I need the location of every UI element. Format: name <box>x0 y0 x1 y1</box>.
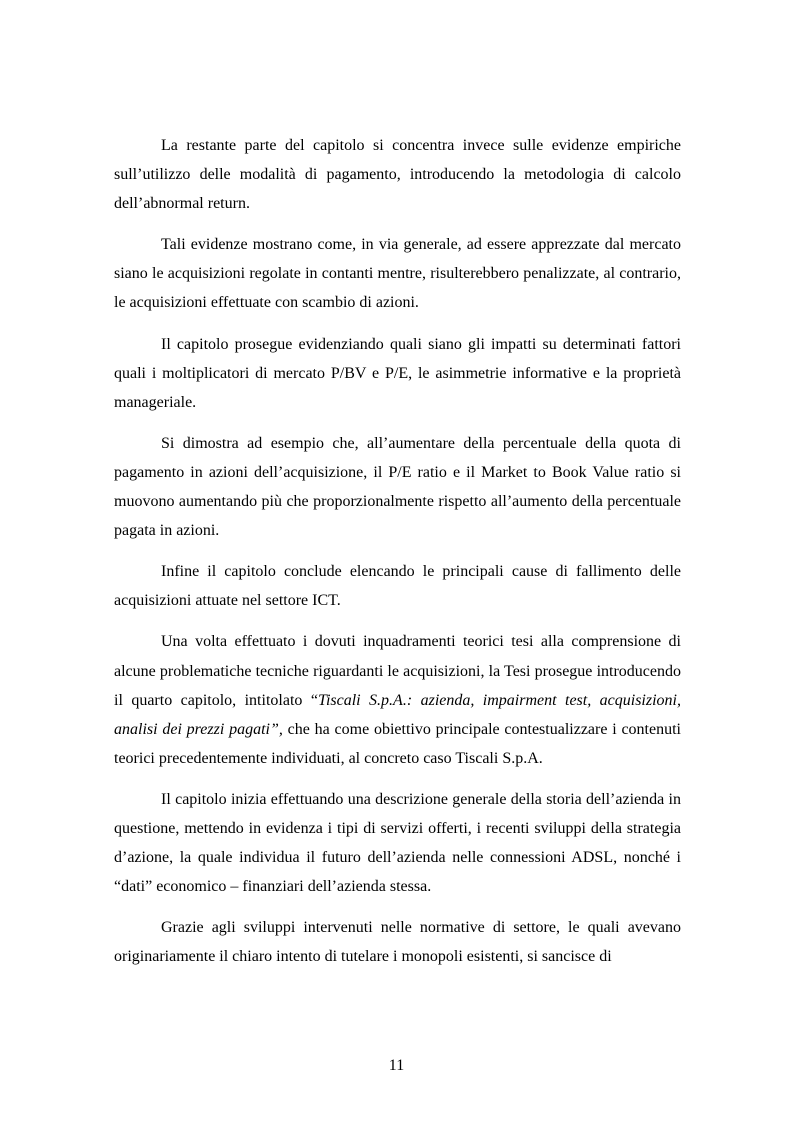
paragraph-6-text-before: Una volta effettuato i dovuti inquadramenti teorici tesi alla comprensione di alcune problematiche tecniche riguardanti le acquisizioni, la Tesi prosegue introducendo il quarto capitolo, intitolato “ <box>114 633 681 709</box>
paragraph-1: La restante parte del capitolo si concentra invece sulle evidenze empiriche sull’utilizzo delle modalità di pagamento, introducendo la metodologia di calcolo dell’abnormal return. <box>114 137 681 213</box>
paragraph-8: Grazie agli sviluppi intervenuti nelle normative di settore, le quali avevano originariamente il chiaro intento di tutelare i monopoli esistenti, si sancisce di <box>114 919 681 966</box>
chapter-title-italic: Tiscali S.p.A.: azienda, impairment test, acquisizioni, analisi dei prezzi pagati”, <box>114 691 681 738</box>
page-number: 11 <box>388 1057 405 1074</box>
paragraph-5: Infine il capitolo conclude elencando le principali cause di fallimento delle acquisizioni attuate nel settore ICT. <box>114 563 681 610</box>
paragraph-6 <box>114 627 681 772</box>
paragraph-4: Si dimostra ad esempio che, all’aumentare della percentuale della quota di pagamento in azioni dell’acquisizione, il P/E ratio e il Market to Book Value ratio si muovono aumentando più che proporzionalmente rispetto all’aumento della percentuale pagata in azioni. <box>114 434 681 540</box>
paragraph-2: Tali evidenze mostrano come, in via generale, ad essere apprezzate dal mercato siano le acquisizioni regolate in contanti mentre, risulterebbero penalizzate, al contrario, le acquisizioni effettuate con scambio di azioni. <box>114 236 681 312</box>
paragraph-6-text-after: che ha come obiettivo principale contestualizzare i contenuti teorici precedentemente individuati, al concreto caso Tiscali S.p.A. <box>114 720 681 767</box>
paragraph-7: Il capitolo inizia effettuando una descrizione generale della storia dell’azienda in questione, mettendo in evidenza i tipi di servizi offerti, i recenti sviluppi della strategia d’azione, la quale individua il futuro dell’azienda nelle connessioni ADSL, nonché i “dati” economico – finanziari dell’azienda stessa. <box>114 790 681 896</box>
page-body <box>114 131 681 983</box>
paragraph-3: Il capitolo prosegue evidenziando quali siano gli impatti su determinati fattori quali i moltiplicatori di mercato P/BV e P/E, le asimmetrie informative e la proprietà manageriale. <box>114 335 681 411</box>
